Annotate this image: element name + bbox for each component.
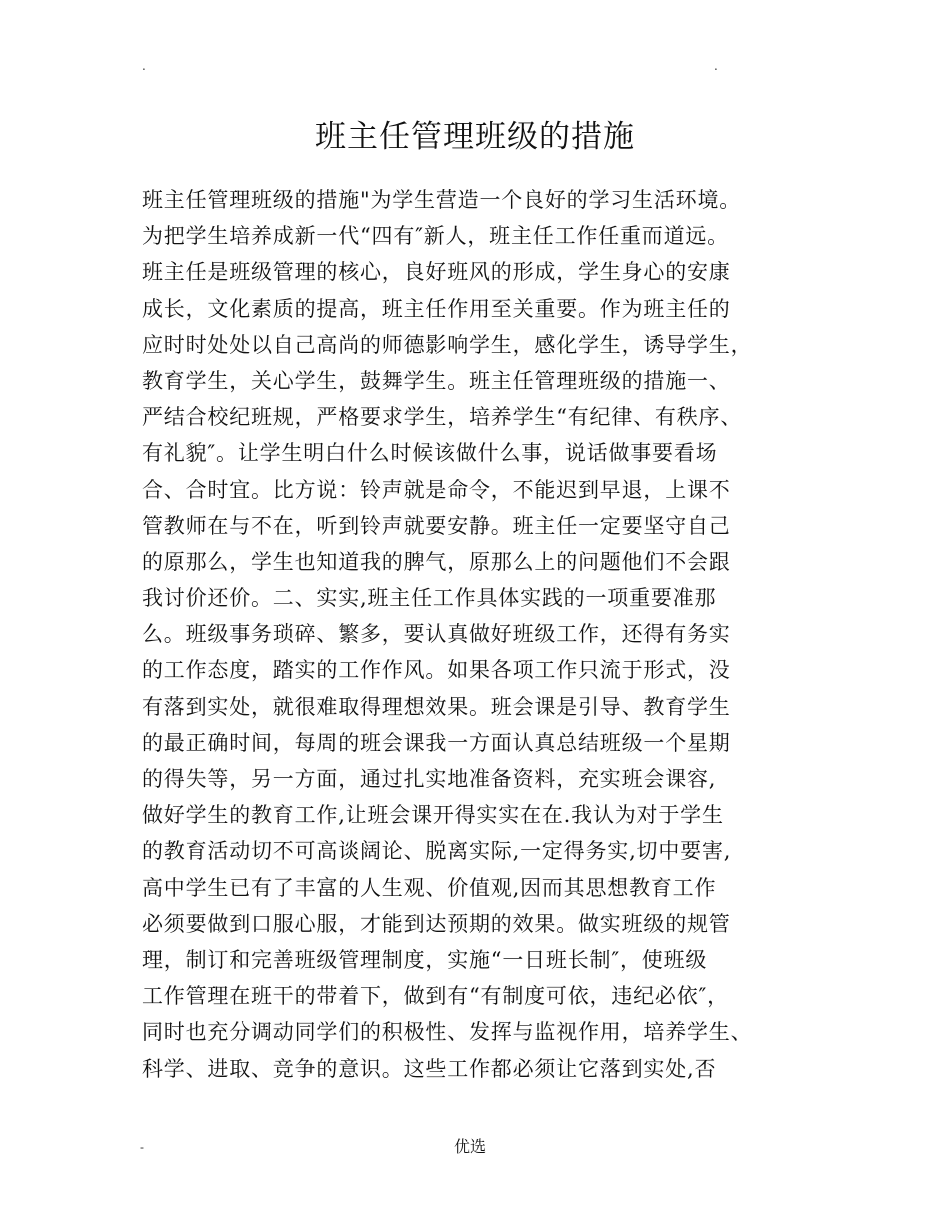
body-line: 班主任是班级管理的核心，良好班风的形成，学生身心的安康	[142, 260, 731, 285]
body-line: 成长，文化素质的提高，班主任作用至关重要。作为班主任的	[142, 296, 731, 321]
body-line: 合、合时宜。比方说：铃声就是命令，不能迟到早退，上课不	[142, 477, 731, 502]
footer-left-mark: -	[140, 1140, 144, 1154]
document-body	[142, 182, 842, 1087]
body-line: 有礼貌″。让学生明白什么时候该做什么事，说话做事要看场	[142, 441, 718, 466]
body-line: 班主任管理班级的措施"为学生营造一个良好的学习生活环境。	[142, 188, 742, 212]
body-line: 我讨价还价。二、实实,班主任工作具体实践的一项重要准那	[142, 586, 717, 611]
body-line: 理，制订和完善班级管理制度，实施“一日班长制″，使班级	[142, 947, 708, 972]
body-line: 应时时处处以自己高尚的师德影响学生，感化学生，诱导学生，	[142, 332, 753, 357]
body-line: 的教育活动切不可高谈阔论、脱离实际,一定得务实,切中要害,	[142, 839, 732, 864]
body-line: 么。班级事务琐碎、繁多，要认真做好班级工作，还得有务实	[142, 622, 731, 647]
body-line: 同时也充分调动同学们的积极性、发挥与监视作用，培养学生、	[142, 1020, 753, 1045]
header-left-mark: .	[142, 59, 146, 73]
body-line: 为把学生培养成新一代“四有″新人，班主任工作任重而道远。	[142, 224, 729, 249]
body-line: 的得失等，另一方面，通过扎实地准备资料，充实班会课容,	[142, 767, 717, 791]
body-line: 的原那么，学生也知道我的脾气，原那么上的问题他们不会跟	[142, 549, 731, 574]
body-line: 高中学生已有了丰富的人生观、价值观,因而其思想教育工作	[142, 875, 717, 900]
footer-label: 优选	[453, 1137, 486, 1156]
body-line: 严结合校纪班规，严格要求学生，培养学生“有纪律、有秩序、	[142, 405, 743, 430]
body-line: 的最正确时间，每周的班会课我一方面认真总结班级一个星期	[142, 730, 731, 755]
body-line: 有落到实处，就很难取得理想效果。班会课是引导、教育学生	[142, 694, 731, 719]
page-title: 班主任管理班级的措施	[315, 119, 635, 155]
body-line: 做好学生的教育工作,让班会课开得实实在在.我认为对于学生	[142, 803, 724, 828]
body-line: 工作管理在班干的带着下，做到有“有制度可依，违纪必依″，	[142, 984, 729, 1009]
body-line: 必须要做到口服心服，才能到达预期的效果。做实班级的规管	[142, 911, 731, 936]
body-line: 科学、进取、竞争的意识。这些工作都必须让它落到实处,否	[142, 1056, 717, 1081]
body-line: 管教师在与不在，听到铃声就要安静。班主任一定要坚守自己	[142, 513, 731, 538]
body-line: 教育学生，关心学生，鼓舞学生。班主任管理班级的措施一、	[142, 368, 731, 393]
header-right-mark: .	[714, 59, 718, 73]
body-line: 的工作态度，踏实的工作作风。如果各项工作只流于形式，没	[142, 658, 731, 683]
